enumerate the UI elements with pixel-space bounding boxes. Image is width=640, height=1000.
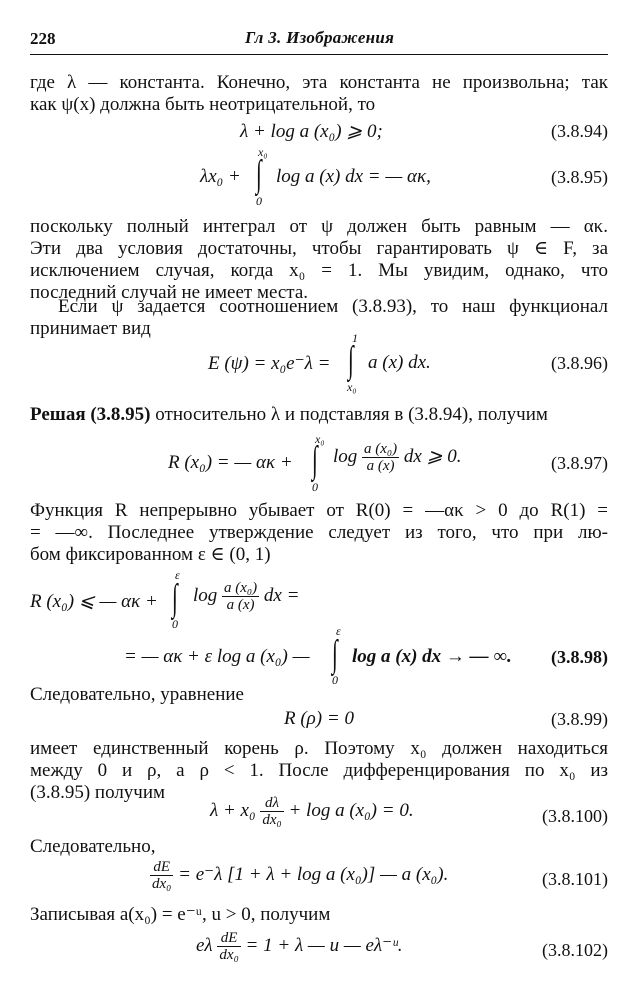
paragraph-6 [30, 684, 608, 706]
equation-rest: dx = [263, 584, 300, 606]
text-line: исключением случая, когда x₀ = 1. Мы увидим, однако, что [30, 260, 608, 281]
equation-integrand [193, 580, 299, 613]
text-line: Следовательно, [30, 836, 156, 857]
equation-number: (3.8.100) [542, 806, 608, 826]
equation-integrand: log a (x) dx = — ακ, [276, 166, 431, 187]
equation-number: (3.8.95) [551, 167, 608, 187]
log-label: log [333, 445, 358, 467]
fraction [260, 795, 283, 828]
fraction-denominator: a (x) [366, 458, 395, 474]
running-title: Гл 3. Изображения [245, 28, 395, 47]
text-line: Следовательно, уравнение [30, 684, 244, 705]
fraction [222, 580, 259, 613]
integral-upper-limit: ε [175, 568, 180, 582]
text-line: как ψ(x) должна быть неотрицательной, то [30, 94, 376, 115]
text-line: имеет единственный корень ρ. Поэтому x₀ должен находиться [30, 738, 608, 759]
integral-upper-limit: x₀ [258, 145, 268, 159]
text-line: Функция R непрерывно убывает от R(0) = —ακ > 0 до R(1) = [30, 500, 608, 521]
integral-upper-limit: 1 [352, 331, 358, 345]
text-line: (3.8.95) получим [30, 782, 166, 803]
equation-integrand: log a (x) dx → — ∞. [352, 646, 512, 667]
text-line: Если ψ задается соотношением (3.8.93), то наш функционал [58, 296, 608, 317]
integral-sign: ∫ [332, 633, 338, 675]
fraction-numerator: a (x₀) [364, 441, 398, 457]
equation-number: (3.8.99) [551, 709, 608, 729]
equation-number: (3.8.102) [542, 940, 608, 960]
text-line: последний случай не имеет места. [30, 282, 309, 303]
equation-number: (3.8.97) [551, 453, 608, 473]
integral-lower-limit: 0 [332, 673, 338, 687]
equation-number: (3.8.96) [551, 353, 608, 373]
paragraph-5 [30, 500, 608, 566]
paragraph-8 [30, 836, 608, 858]
fraction [362, 441, 399, 474]
fraction-numerator: dE [150, 859, 173, 876]
paragraph-3 [30, 296, 608, 340]
text-line: Записывая a(x₀) = e⁻ᵘ, u > 0, получим [30, 904, 331, 925]
page-number: 228 [30, 29, 56, 48]
paragraph-2 [30, 216, 608, 304]
equation-3-8-100 [210, 795, 414, 828]
integral-sign: ∫ [348, 339, 354, 381]
integral-lower-limit: 0 [172, 617, 178, 631]
text-line: между 0 и ρ, а ρ < 1. После дифференцирования по x₀ из [30, 760, 608, 781]
text-line: бом фиксированном ε ∈ (0, 1) [30, 544, 271, 565]
text-line: принимает вид [30, 318, 151, 339]
equation-number: (3.8.94) [551, 121, 608, 141]
fraction-denominator: a (x) [226, 597, 255, 613]
paragraph-1 [30, 72, 608, 116]
text-rest: относительно λ и подставляя в (3.8.94), получим [150, 404, 548, 425]
equation-rest: dx ⩾ 0. [403, 445, 462, 467]
equation-integrand: a (x) dx. [368, 352, 431, 373]
fraction-denominator: dx₀ [262, 812, 282, 828]
fraction-denominator: dx₀ [152, 876, 172, 892]
text-line [30, 404, 608, 426]
equation-lhs: λx₀ + [200, 166, 241, 187]
fraction-numerator: dE [217, 930, 240, 947]
fraction-denominator: dx₀ [219, 947, 239, 963]
paragraph-4 [30, 404, 608, 426]
equation-3-8-99: R (ρ) = 0 [284, 708, 354, 729]
equation-lhs: eλ [196, 934, 213, 956]
equation-rest: = e⁻λ [1 + λ + log a (x₀)] — a (x₀). [178, 863, 449, 885]
header-rule [30, 54, 608, 55]
paragraph-9 [30, 904, 608, 926]
equation-number: (3.8.101) [542, 869, 608, 889]
integral-sign: ∫ [172, 577, 178, 619]
text-line: где λ — константа. Конечно, эта константа не произвольна; так [30, 72, 608, 93]
integral-upper-limit: x₀ [315, 432, 325, 446]
equation-lhs: R (x₀) ⩽ — ακ + [30, 591, 158, 612]
equation-rest: + log a (x₀) = 0. [288, 799, 414, 821]
fraction [150, 859, 173, 892]
integral-sign: ∫ [256, 153, 262, 195]
equation-lhs: = — ακ + ε log a (x₀) — [124, 646, 310, 667]
integral-lower-limit: x₀ [347, 380, 357, 394]
integral-sign: ∫ [312, 439, 318, 481]
integral-lower-limit: 0 [312, 480, 318, 494]
text-line: = —∞. Последнее утверждение следует из того, что при лю- [30, 522, 608, 543]
equation-lhs: E (ψ) = x₀e⁻λ = [208, 353, 331, 374]
text-line: Эти два условия достаточны, чтобы гарантировать ψ ∈ F, за [30, 238, 608, 259]
integral-lower-limit: 0 [256, 194, 262, 208]
equation-lhs: λ + x₀ [210, 799, 256, 821]
equation-number: (3.8.98) [551, 647, 608, 667]
equation-3-8-102 [196, 930, 402, 963]
equation-3-8-101 [150, 859, 448, 892]
log-label: log [193, 584, 218, 606]
equation-lhs: R (x₀) = — ακ + [168, 452, 293, 473]
integral-upper-limit: ε [336, 624, 341, 638]
equation-3-8-94: λ + log a (x₀) ⩾ 0; [240, 121, 383, 142]
bold-lead: Решая (3.8.95) [30, 404, 151, 425]
fraction-numerator: dλ [260, 795, 283, 812]
fraction-numerator: a (x₀) [224, 580, 258, 596]
equation-integrand [333, 441, 462, 474]
text-line: поскольку полный интеграл от ψ должен быть равным — ακ. [30, 216, 608, 237]
equation-rest: = 1 + λ — u — eλ⁻ᵘ. [245, 934, 403, 956]
fraction [217, 930, 240, 963]
